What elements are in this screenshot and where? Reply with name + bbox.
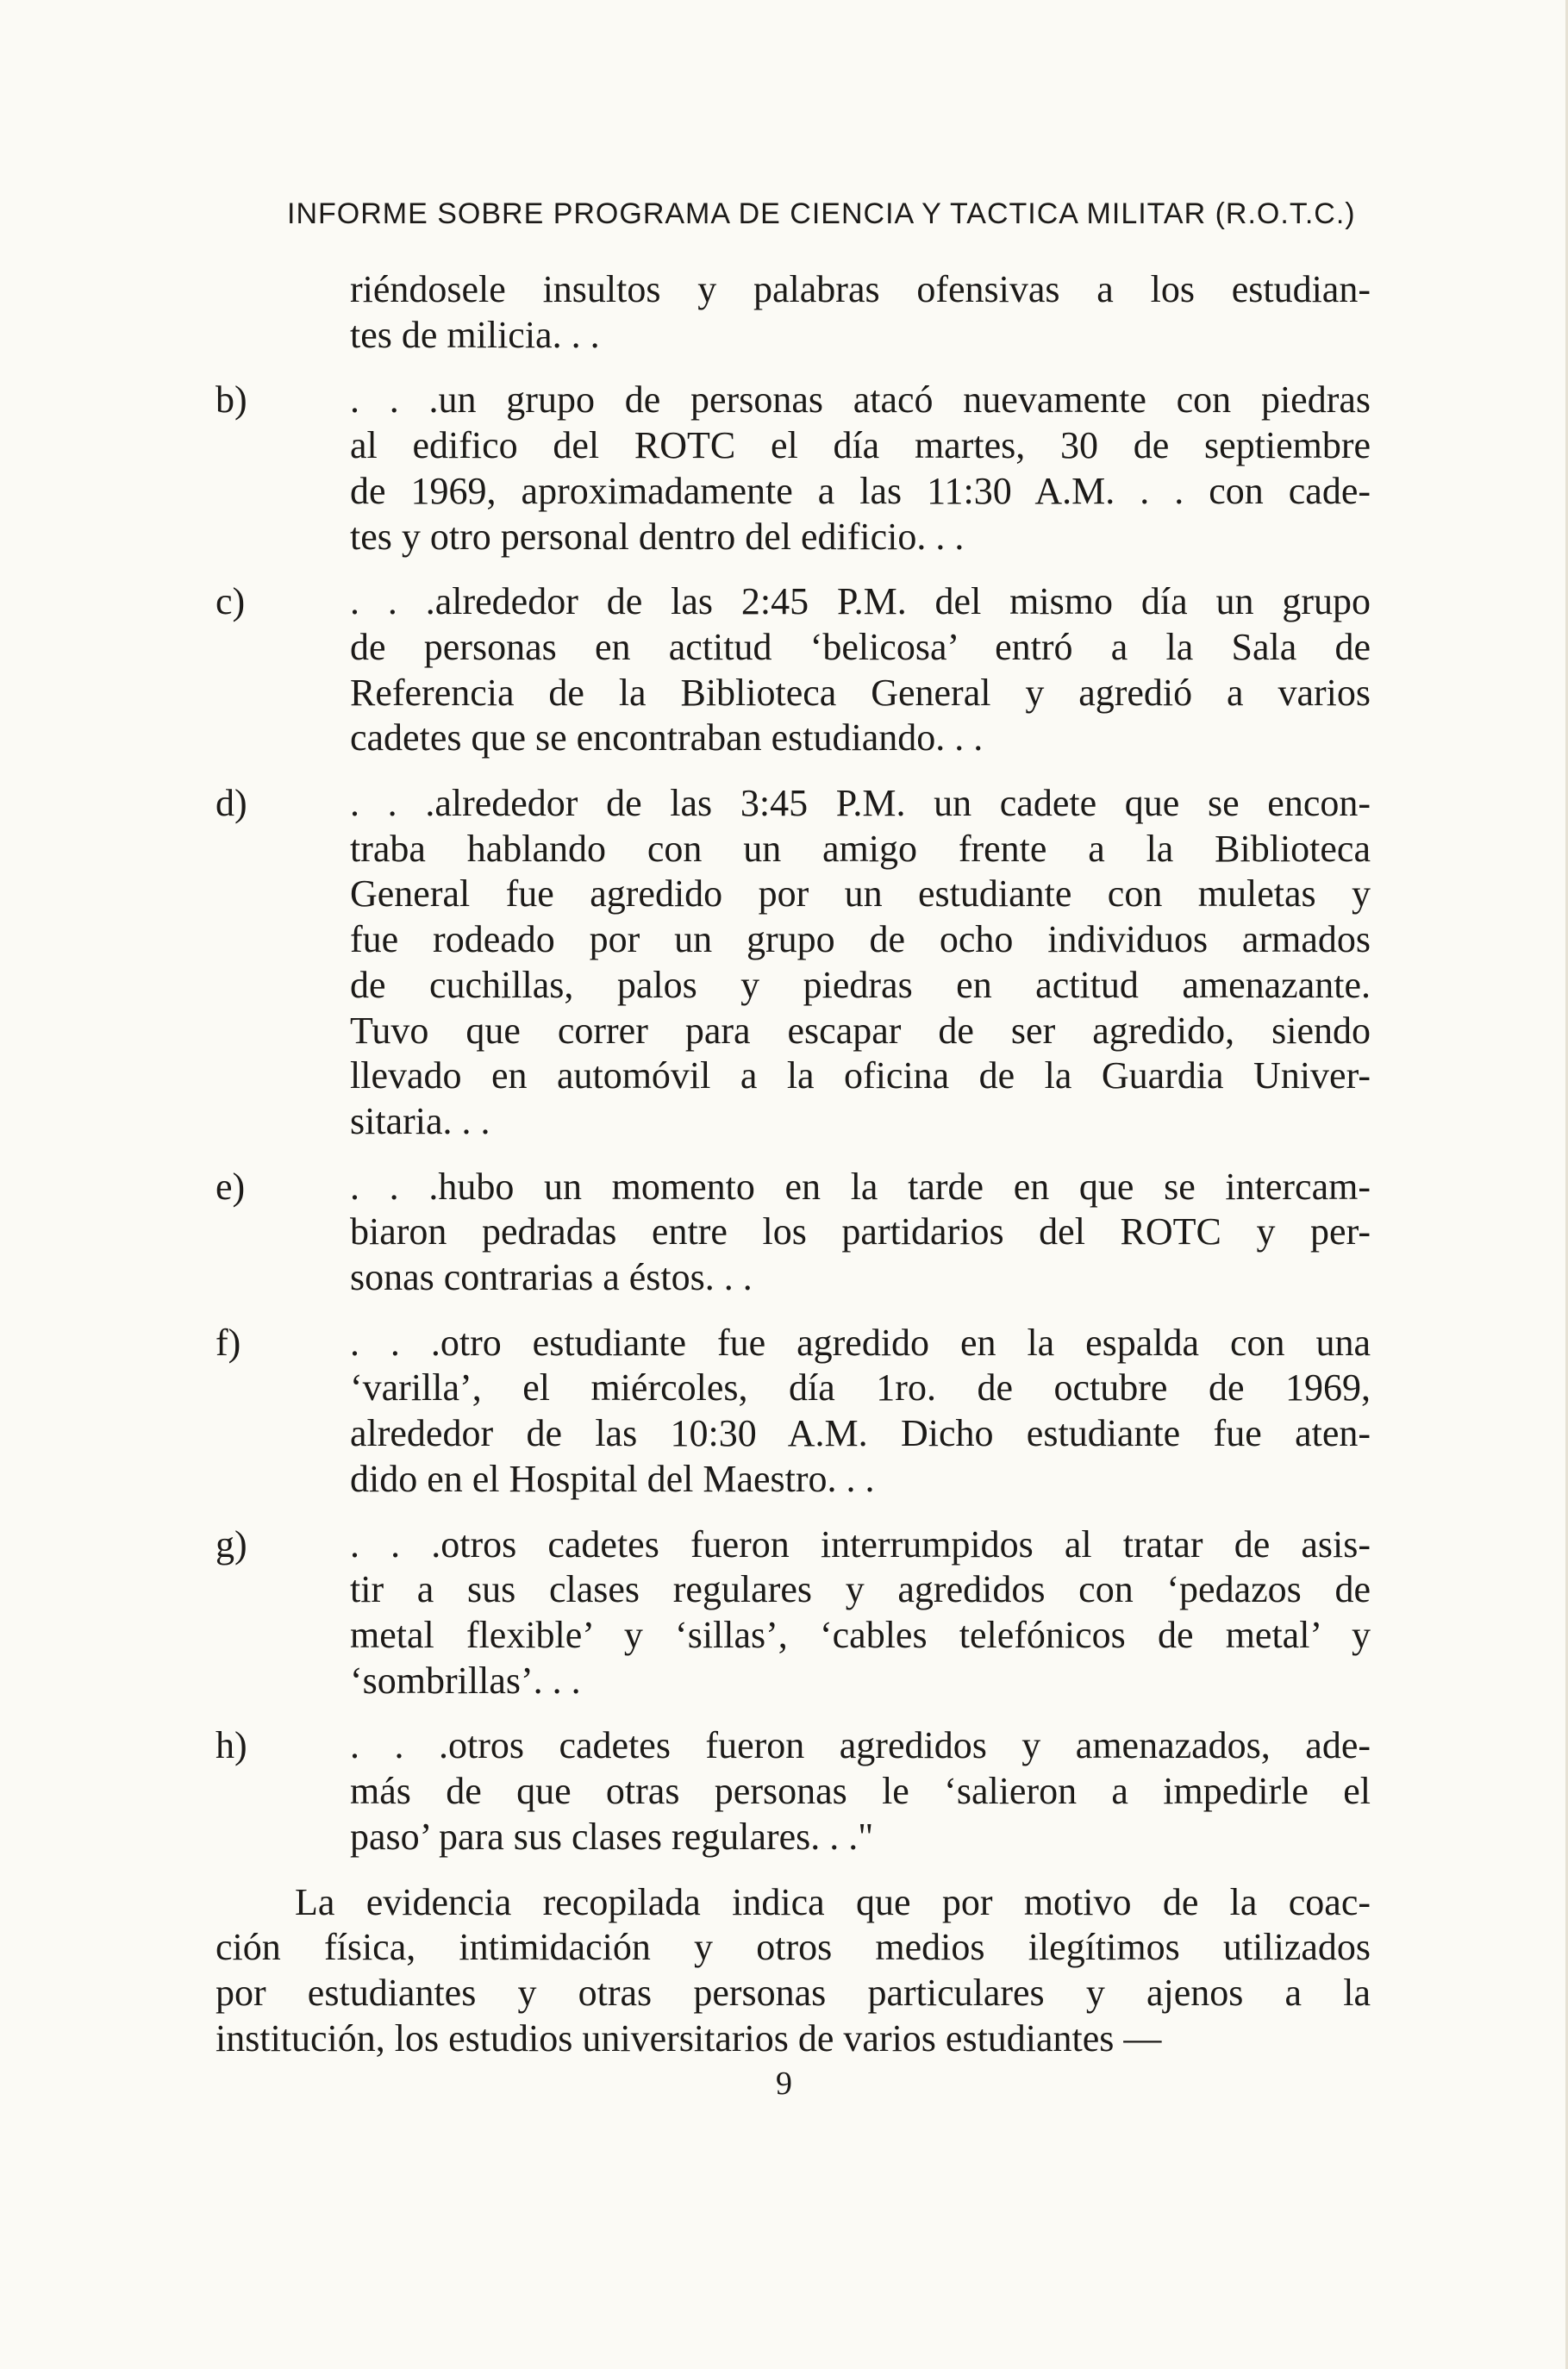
- list-item-line: . . .alrededor de las 3:45 P.M. un cadete que se encon-: [350, 782, 1371, 825]
- list-item-line: tes y otro personal dentro del edificio. . .: [350, 515, 965, 558]
- list-item-line: fue rodeado por un grupo de ocho individuos armados: [350, 918, 1371, 961]
- list-item: [216, 1723, 1371, 1860]
- list-item-line: traba hablando con un amigo frente a la Biblioteca: [350, 827, 1371, 870]
- paragraph-line: institución, los estudios universitarios de varios estudiantes —: [216, 2016, 1162, 2060]
- list-item-line: tir a sus clases regulares y agredidos con ‘pedazos de: [350, 1568, 1371, 1611]
- list-item-line: . . .otros cadetes fueron interrumpidos al tratar de asis-: [350, 1522, 1371, 1566]
- list-item: [216, 1522, 1371, 1704]
- list-item-line: Tuvo que correr para escapar de ser agredido, siendo: [350, 1009, 1371, 1052]
- list-item-letter: c): [216, 580, 246, 623]
- paragraph-line: ción física, intimidación y otros medios ilegítimos utilizados: [216, 1926, 1371, 1969]
- list-item-line: ‘sombrillas’. . .: [350, 1659, 581, 1702]
- continuation-quote: [350, 267, 1371, 358]
- list-item-line: de personas en actitud ‘belicosa’ entró a la Sala de: [350, 625, 1371, 668]
- continuation-line: tes de milicia. . .: [350, 313, 600, 356]
- list-item: [216, 579, 1371, 761]
- list-item-letter: b): [216, 378, 247, 422]
- list-item-line: alrededor de las 10:30 A.M. Dicho estudiante fue aten-: [350, 1412, 1371, 1455]
- list-item: [216, 1321, 1371, 1503]
- list-item-line: más de que otras personas le ‘salieron a impedirle el: [350, 1770, 1371, 1813]
- paragraph-line: por estudiantes y otras personas particulares y ajenos a la: [216, 1971, 1371, 2014]
- list-item-line: . . .otros cadetes fueron agredidos y amenazados, ade-: [350, 1724, 1371, 1767]
- paragraph-line: La evidencia recopilada indica que por motivo de la coac-: [295, 1880, 1371, 1923]
- list-item-line: Referencia de la Biblioteca General y agredió a varios: [350, 671, 1371, 714]
- list-item-letter: e): [216, 1165, 246, 1208]
- list-item-line: General fue agredido por un estudiante con muletas y: [350, 872, 1371, 916]
- list-item-line: llevado en automóvil a la oficina de la Guardia Univer-: [350, 1054, 1371, 1097]
- list-item-letter: f): [216, 1321, 241, 1364]
- list-item-line: sonas contrarias a éstos. . .: [350, 1256, 753, 1299]
- list-item-line: . . .un grupo de personas atacó nuevamente con piedras: [350, 378, 1371, 422]
- running-header: INFORME SOBRE PROGRAMA DE CIENCIA Y TACTICA MILITAR (R.O.T.C.): [287, 197, 1356, 230]
- list-item-line: sitaria. . .: [350, 1099, 490, 1142]
- page-content: [216, 267, 1371, 2061]
- list-item-line: paso’ para sus clases regulares. . .": [350, 1815, 874, 1858]
- list-item: [216, 1165, 1371, 1301]
- list-item: [216, 378, 1371, 559]
- list-item-line: ‘varilla’, el miércoles, día 1ro. de octubre de 1969,: [350, 1366, 1371, 1410]
- body-paragraph: [216, 1880, 1371, 2062]
- list-item: [216, 781, 1371, 1145]
- list-item-line: de 1969, aproximadamente a las 11:30 A.M. . . con cade-: [350, 469, 1371, 512]
- lettered-list: [216, 378, 1371, 1860]
- list-item-letter: d): [216, 782, 247, 825]
- list-item-line: dido en el Hospital del Maestro. . .: [350, 1457, 875, 1500]
- list-item-line: . . .hubo un momento en la tarde en que se intercam-: [350, 1165, 1371, 1208]
- list-item-line: . . .alrededor de las 2:45 P.M. del mismo día un grupo: [350, 580, 1371, 623]
- list-item-line: cadetes que se encontraban estudiando. . .: [350, 716, 984, 759]
- list-item-letter: g): [216, 1522, 247, 1566]
- list-item-line: de cuchillas, palos y piedras en actitud amenazante.: [350, 963, 1371, 1006]
- list-item-line: . . .otro estudiante fue agredido en la espalda con una: [350, 1321, 1371, 1364]
- list-item-line: biaron pedradas entre los partidarios del ROTC y per-: [350, 1210, 1371, 1253]
- list-item-line: al edifico del ROTC el día martes, 30 de septiembre: [350, 424, 1371, 467]
- continuation-line: riéndosele insultos y palabras ofensivas a los estudian-: [350, 268, 1371, 310]
- page-number: 9: [776, 2066, 792, 2102]
- list-item-line: metal flexible’ y ‘sillas’, ‘cables telefónicos de metal’ y: [350, 1613, 1371, 1656]
- list-item-letter: h): [216, 1724, 247, 1767]
